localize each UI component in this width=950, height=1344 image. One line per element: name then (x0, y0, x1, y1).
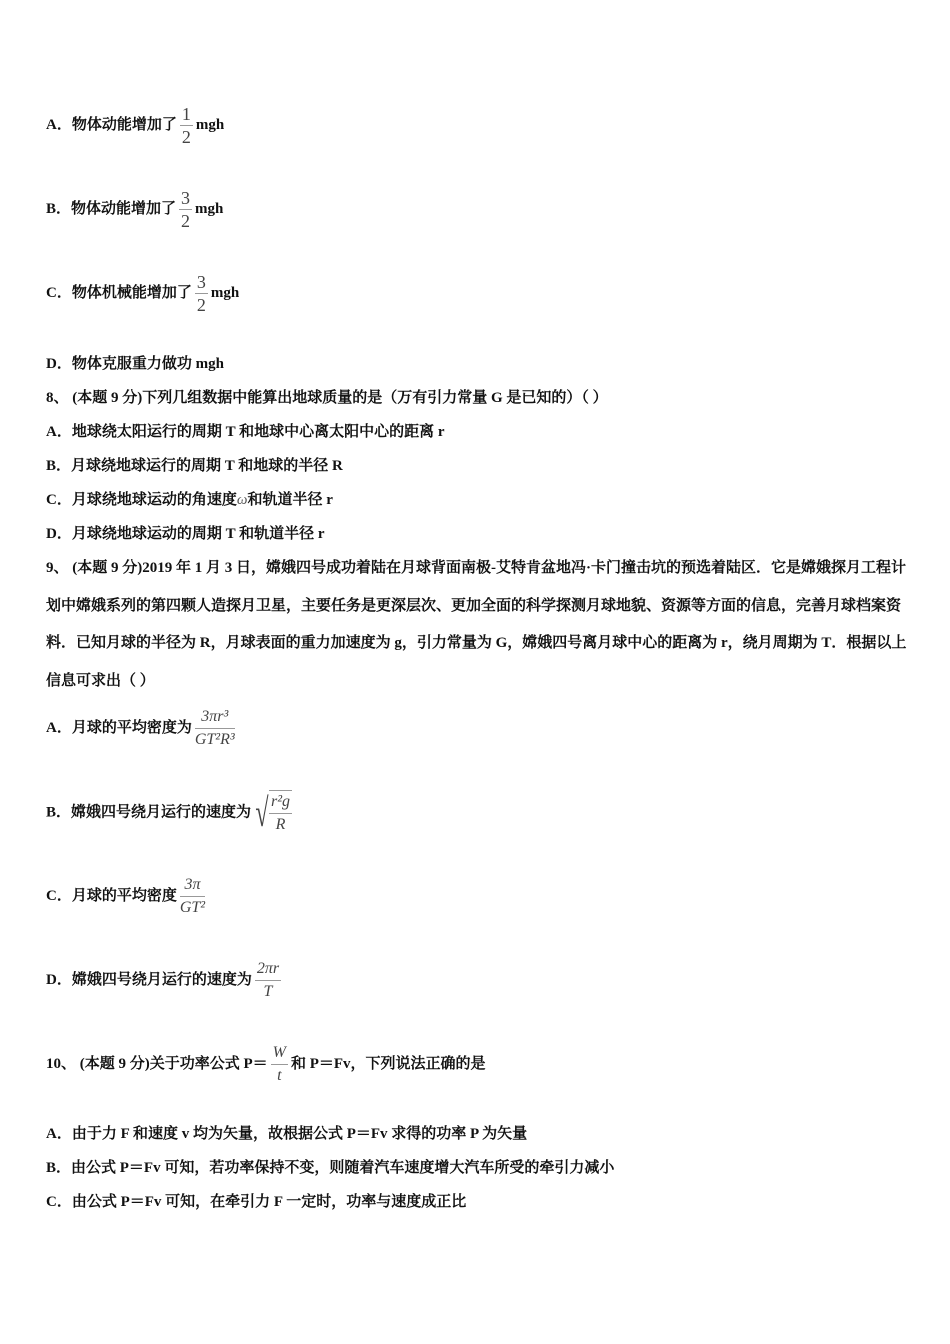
q8-option-d: D．月球绕地球运动的周期 T 和轨道半径 r (46, 526, 325, 542)
q8-option-a: A．地球绕太阳运行的周期 T 和地球中心离太阳中心的距离 r (46, 424, 445, 440)
fraction: $\frac{3}{2}$ (181, 188, 191, 231)
sqrt-expression (251, 790, 292, 836)
fraction: $\frac{1}{2}$ (181, 104, 191, 147)
q7-option-a: A．物体动能增加了 $\frac{1}{2}$ mgh (46, 104, 225, 147)
fraction: $\frac{\text{3πr³}}{\text{GT²R³}}$ (194, 708, 235, 748)
fraction: $\frac{2\pi r}{T}$ (256, 960, 280, 1000)
fraction: $\frac{3}{2}$ (196, 272, 206, 315)
q10-stem: 10、 (本题 9 分)关于功率公式 P＝ $\frac{W}{t}$ 和 P＝Fv，下列说法正确的是 (46, 1042, 486, 1087)
fraction: $\frac{\text{r²g}}{R}$ (270, 793, 290, 833)
q10-option-b: B．由公式 P＝Fv 可知，若功率保持不变，则随着汽车速度增大汽车所受的牵引力减小 (46, 1160, 615, 1176)
q7-option-c: C．物体机械能增加了 $\frac{3}{2}$ mgh (46, 272, 240, 315)
omega-symbol: ω (236, 492, 248, 508)
q10-option-c: C．由公式 P＝Fv 可知，在牵引力 F 一定时，功率与速度成正比 (46, 1194, 467, 1210)
q9-option-a: A．月球的平均密度为 $\frac{\text{3πr³}}{\text{GT²R³}}$ (46, 706, 238, 751)
q8-option-c: C．月球绕地球运动的角速度ω和轨道半径 r (46, 492, 333, 508)
q9-stem: 9、 (本题 9 分)2019 年 1 月 3 日，嫦娥四号成功着陆在月球背面南极-艾特肯盆地冯·卡门撞击坑的预选着陆区．它是嫦娥探月工程计划中嫦娥系列的第四颗人造探月卫星，主要任务是更深层次、更加全面的科学探测月球地貌、资源等方面的信息，完善月球档案资料．已知月球的半径为 R，月球表面的重力加速度为 g，引力常量为 G，嫦娥四号离月球中心的距离为 r，绕月周期为 T．根据以上信息可求出（ ） (46, 560, 907, 689)
radical-icon: √ (255, 790, 269, 835)
q9-option-b: B．嫦娥四号绕月运行的速度为 √ $\frac{\text{r²g}}{R}$ (46, 790, 290, 835)
q9-option-c: C．月球的平均密度 $\frac{3\pi}{\text{GT²}}$ (46, 874, 208, 919)
q7-option-d: D．物体克服重力做功 mgh (46, 356, 224, 372)
q7-option-c-text: C．物体机械能增加了 (46, 284, 192, 301)
q7-option-b: B．物体动能增加了 $\frac{3}{2}$ mgh (46, 188, 224, 231)
q8-stem: 8、 (本题 9 分)下列几组数据中能算出地球质量的是（万有引力常量 G 是已知的）（ ） (46, 390, 608, 406)
q7-option-b-text: B．物体动能增加了 (46, 200, 177, 217)
q10-option-a: A．由于力 F 和速度 v 均为矢量，故根据公式 P＝Fv 求得的功率 P 为矢量 (46, 1126, 528, 1142)
fraction: $\frac{W}{t}$ (272, 1044, 286, 1084)
q8-option-b: B．月球绕地球运行的周期 T 和地球的半径 R (46, 458, 343, 474)
q9-option-d: D．嫦娥四号绕月运行的速度为 $\frac{2\pi r}{T}$ (46, 958, 284, 1003)
q7-option-a-text: A．物体动能增加了 (46, 116, 177, 133)
fraction: $\frac{3\pi}{\text{GT²}}$ (179, 876, 206, 916)
